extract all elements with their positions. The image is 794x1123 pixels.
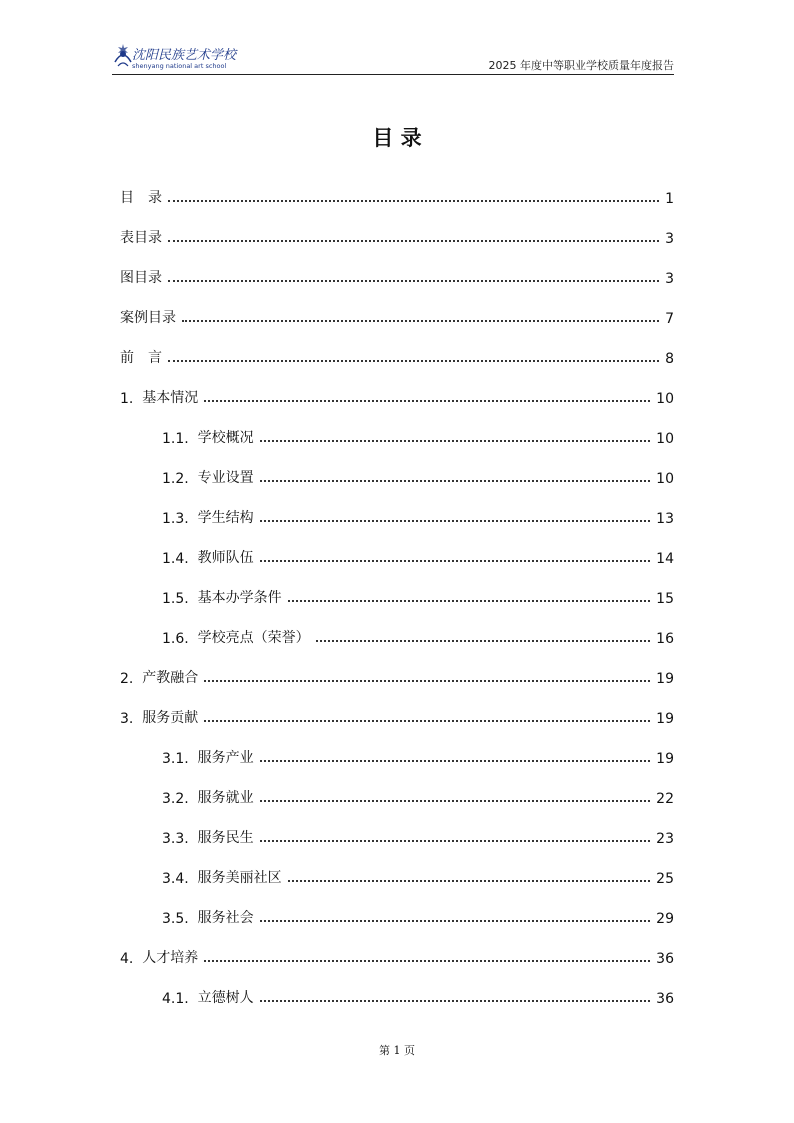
- toc-entry-page: 19: [656, 751, 674, 767]
- report-title: 2025 年度中等职业学校质量年度报告: [488, 59, 674, 72]
- toc-entry-label: 图目录: [120, 270, 162, 286]
- toc-entry[interactable]: [120, 385, 674, 407]
- toc-entry-page: 14: [656, 551, 674, 567]
- toc-dot-leader: [204, 720, 650, 722]
- school-logo: [112, 42, 242, 72]
- toc-entry[interactable]: [120, 305, 674, 327]
- toc-entry-label: 目 录: [120, 190, 162, 206]
- toc-dot-leader: [204, 960, 650, 962]
- toc-entry[interactable]: [162, 905, 674, 927]
- toc-entry[interactable]: [120, 705, 674, 727]
- toc-entry-page: 3: [665, 231, 674, 247]
- toc-entry[interactable]: [120, 345, 674, 367]
- toc-entry-label: 产教融合: [142, 670, 199, 686]
- toc-dot-leader: [260, 920, 651, 922]
- toc-dot-leader: [260, 520, 651, 522]
- toc-entry-label: 案例目录: [120, 310, 176, 326]
- toc-entry-label: 前 言: [120, 350, 162, 366]
- toc-entry-page: 22: [656, 791, 674, 807]
- toc-entry-label: 人才培养: [142, 950, 199, 966]
- toc-dot-leader: [288, 600, 651, 602]
- toc-entry-page: 10: [656, 431, 674, 447]
- toc-entry-page: 8: [665, 351, 674, 367]
- toc-dot-leader: [182, 320, 659, 322]
- toc-dot-leader: [204, 400, 650, 402]
- toc-entry-page: 36: [656, 951, 674, 967]
- toc-entry[interactable]: [162, 505, 674, 527]
- toc-entry-number: 4.: [120, 951, 143, 967]
- toc-dot-leader: [260, 760, 651, 762]
- toc-dot-leader: [260, 840, 651, 842]
- toc-dot-leader: [288, 880, 651, 882]
- toc-entry-page: 10: [656, 391, 674, 407]
- toc-dot-leader: [168, 200, 659, 202]
- toc-entry[interactable]: [120, 225, 674, 247]
- toc-entry[interactable]: [162, 425, 674, 447]
- toc-entry[interactable]: [120, 945, 674, 967]
- toc-entry-label: 服务就业: [197, 790, 254, 806]
- toc-entry-number: 3.2.: [162, 791, 198, 807]
- toc-entry-number: 3.3.: [162, 831, 198, 847]
- toc-entry[interactable]: [162, 585, 674, 607]
- toc-entry-page: 29: [656, 911, 674, 927]
- toc-entry-page: 19: [656, 671, 674, 687]
- toc-entry-number: 1.: [120, 391, 143, 407]
- toc-dot-leader: [260, 480, 651, 482]
- toc-entry[interactable]: [120, 665, 674, 687]
- toc-entry[interactable]: [162, 625, 674, 647]
- toc-entry-number: 1.6.: [162, 631, 198, 647]
- toc-entry-page: 10: [656, 471, 674, 487]
- toc-dot-leader: [168, 360, 659, 362]
- toc-entry-page: 23: [656, 831, 674, 847]
- toc-entry-number: 2.: [120, 671, 143, 687]
- toc-entry-page: 3: [665, 271, 674, 287]
- toc-entry-number: 3.4.: [162, 871, 198, 887]
- toc-entry-label: 服务社会: [197, 910, 254, 926]
- toc-dot-leader: [204, 680, 650, 682]
- toc-entry-label: 服务民生: [197, 830, 254, 846]
- toc-entry-number: 1.3.: [162, 511, 198, 527]
- toc-dot-leader: [260, 800, 651, 802]
- toc-entry-number: 1.1.: [162, 431, 198, 447]
- page-number: 第 1 页: [379, 1044, 415, 1057]
- toc-entry-number: 1.4.: [162, 551, 198, 567]
- toc-entry-number: 3.5.: [162, 911, 198, 927]
- page-header: [112, 40, 674, 75]
- toc-entry-number: 1.2.: [162, 471, 198, 487]
- toc-entry-number: 3.: [120, 711, 143, 727]
- toc-entry-label: 表目录: [120, 230, 162, 246]
- toc-entry-number: 4.1.: [162, 991, 198, 1007]
- toc-entry-number: 1.5.: [162, 591, 198, 607]
- toc-entry-page: 15: [656, 591, 674, 607]
- toc-entry[interactable]: [162, 465, 674, 487]
- toc-entry[interactable]: [162, 545, 674, 567]
- toc-entry-label: 学校概况: [197, 430, 254, 446]
- toc-entry-label: 学生结构: [197, 510, 254, 526]
- toc-dot-leader: [168, 240, 659, 242]
- toc-dot-leader: [260, 440, 651, 442]
- toc-entry-page: 16: [656, 631, 674, 647]
- toc-entry[interactable]: [162, 745, 674, 767]
- toc-entry-page: 13: [656, 511, 674, 527]
- toc-entry-page: 7: [665, 311, 674, 327]
- toc-entry[interactable]: [162, 985, 674, 1007]
- logo-english-name: shenyang national art school: [132, 62, 227, 70]
- toc-entry-page: 36: [656, 991, 674, 1007]
- toc-entry-label: 基本办学条件: [197, 590, 282, 606]
- toc-dot-leader: [260, 1000, 651, 1002]
- toc-entry-number: 3.1.: [162, 751, 198, 767]
- toc-entry[interactable]: [120, 185, 674, 207]
- toc-entry[interactable]: [120, 265, 674, 287]
- school-emblem-icon: [112, 42, 134, 70]
- toc-entry-label: 专业设置: [197, 470, 254, 486]
- logo-chinese-name: 沈阳民族艺术学校: [132, 48, 237, 63]
- toc-entry[interactable]: [162, 785, 674, 807]
- toc-entry-label: 学校亮点（荣誉）: [197, 630, 310, 646]
- toc-entry-label: 教师队伍: [197, 550, 254, 566]
- toc-dot-leader: [168, 280, 659, 282]
- toc-entry-label: 立德树人: [197, 990, 254, 1006]
- toc-dot-leader: [316, 640, 651, 642]
- toc-entry-page: 25: [656, 871, 674, 887]
- toc-dot-leader: [260, 560, 651, 562]
- toc-entry-label: 基本情况: [142, 390, 199, 406]
- toc-entry[interactable]: [162, 825, 674, 847]
- toc-entry-page: 19: [656, 711, 674, 727]
- toc-entry[interactable]: [162, 865, 674, 887]
- toc-entry-label: 服务产业: [197, 750, 254, 766]
- toc-entry-label: 服务美丽社区: [197, 870, 282, 886]
- toc-entry-page: 1: [665, 191, 674, 207]
- toc-entry-label: 服务贡献: [142, 710, 199, 726]
- page-title: 目 录: [372, 126, 422, 150]
